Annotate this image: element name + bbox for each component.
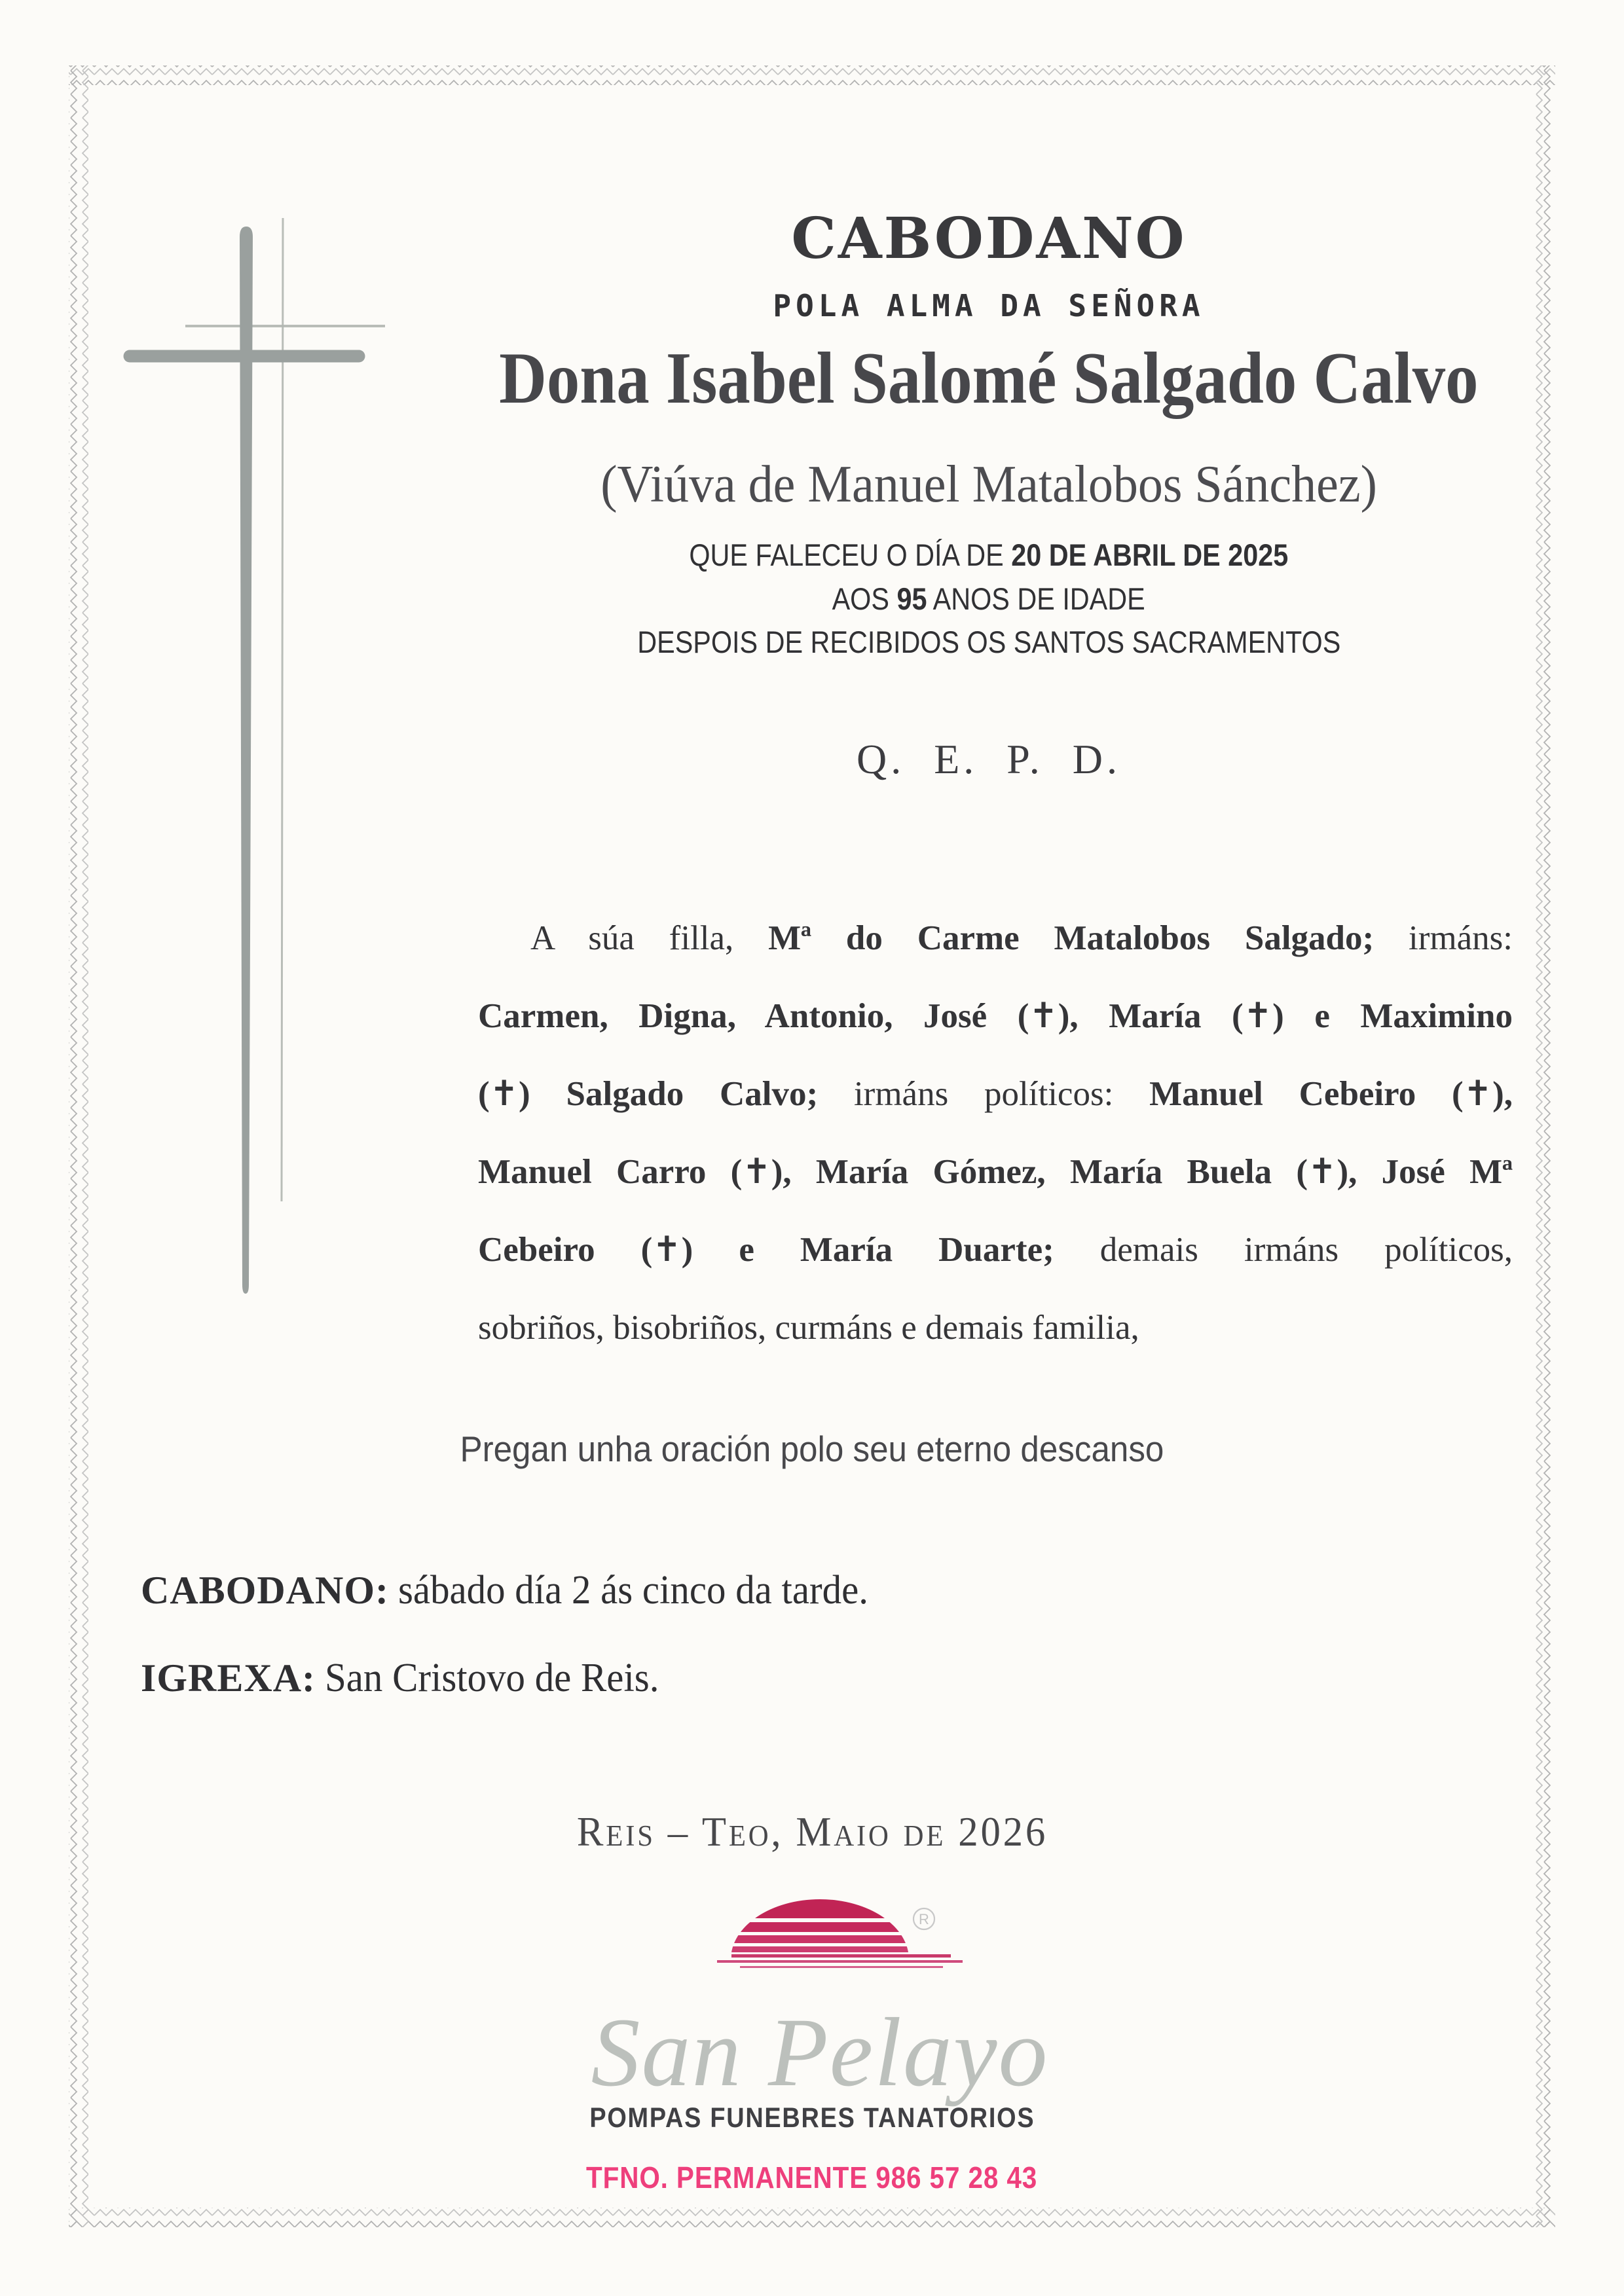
church-schedule-line <box>141 1658 676 1698</box>
latin-cross-decoration <box>98 196 439 1342</box>
registered-trademark-icon <box>913 1908 934 1929</box>
age-line <box>432 583 1545 614</box>
family-line <box>478 977 1513 1055</box>
text-segment: ANOS DE IDADE <box>927 581 1146 616</box>
text-segment: demais irmáns políticos, <box>1054 1231 1513 1269</box>
svg-text:R: R <box>919 1911 929 1927</box>
family-line <box>478 900 1513 977</box>
bold-text-segment: Manuel Carro (✝), María Gómez, María Buela (✝), José Mª <box>478 1153 1513 1191</box>
schedule-value: San Cristovo de Reis. <box>325 1656 659 1700</box>
widow-note: (Viúva de Manuel Matalobos Sánchez) <box>600 456 1377 513</box>
family-line <box>478 1211 1513 1289</box>
death-date-line <box>432 539 1545 570</box>
family-paragraph <box>478 900 1513 1367</box>
funeral-home-phone: TFNO. PERMANENTE 986 57 28 43 <box>586 2160 1038 2195</box>
dedication-line: POLA ALMA DA SEÑORA <box>773 288 1205 323</box>
family-line <box>478 1289 1513 1367</box>
ceremony-type-title: CABODANO <box>791 206 1187 272</box>
text-segment: A súa filla, <box>530 919 769 957</box>
funeral-home-tagline: POMPAS FUNEBRES TANATORIOS <box>589 2102 1035 2134</box>
prayer-line: Pregan unha oración polo seu eterno descanso <box>460 1429 1164 1469</box>
schedule-label: CABODANO: <box>141 1569 389 1612</box>
bold-text-segment: 95 <box>896 581 927 616</box>
bold-text-segment: Carmen, Digna, Antonio, José (✝), María (✝) e Maximino <box>478 997 1513 1035</box>
san-pelayo-logo <box>586 1889 1058 2131</box>
bold-text-segment: Cebeiro (✝) e María Duarte; <box>478 1231 1054 1269</box>
text-segment: QUE FALECEU O DÍA DE <box>689 538 1012 572</box>
family-line <box>478 1055 1513 1133</box>
family-line <box>478 1133 1513 1211</box>
text-segment: sobriños, bisobriños, curmáns e demais familia, <box>478 1309 1139 1347</box>
sacraments-line: DESPOIS DE RECIBIDOS OS SANTOS SACRAMENTOS <box>637 625 1341 659</box>
logo-dome-stripes <box>717 1899 927 1952</box>
deceased-name: Dona Isabel Salomé Salgado Calvo <box>499 338 1479 419</box>
ceremony-schedule-line <box>141 1570 893 1611</box>
schedule-value: sábado día 2 ás cinco da tarde. <box>398 1568 868 1613</box>
rip-abbreviation: Q. E. P. D. <box>856 736 1122 782</box>
schedule-label: IGREXA: <box>141 1656 316 1700</box>
text-segment: irmáns políticos: <box>818 1075 1150 1113</box>
funeral-home-name: San Pelayo <box>591 1998 1049 2107</box>
text-segment: irmáns: <box>1374 919 1513 957</box>
bold-text-segment: Manuel Cebeiro (✝), <box>1149 1075 1513 1113</box>
bold-text-segment: 20 DE ABRIL DE 2025 <box>1011 538 1289 572</box>
bold-text-segment: Mª do Carme Matalobos Salgado; <box>768 919 1375 957</box>
text-segment: AOS <box>832 581 897 616</box>
bold-text-segment: (✝) Salgado Calvo; <box>478 1075 819 1113</box>
place-date-line: Reis – Teo, Maio de 2026 <box>576 1808 1048 1855</box>
